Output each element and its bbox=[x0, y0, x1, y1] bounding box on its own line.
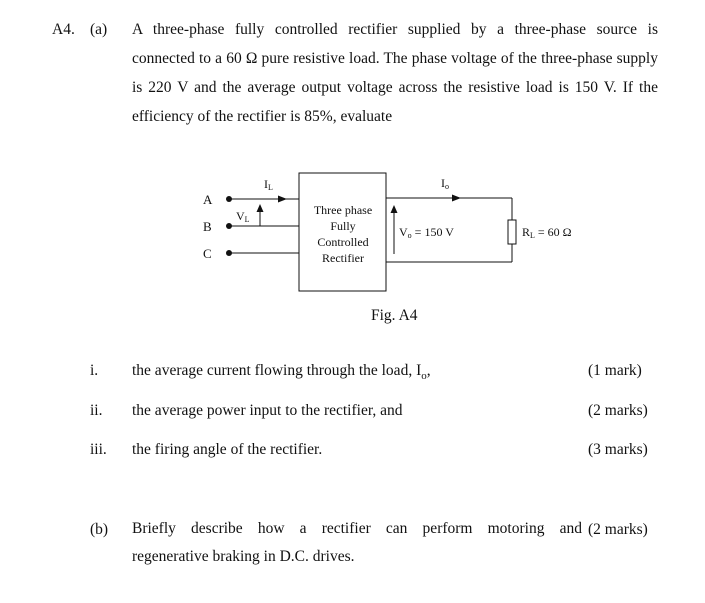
vo-label: Vo = 150 V bbox=[399, 225, 454, 240]
vl-arrowhead bbox=[257, 204, 264, 212]
part-b-line-1: Briefly describe how a rectifier can perform motoring and bbox=[132, 520, 582, 537]
part-b-label: (b) bbox=[90, 521, 109, 538]
part-b-marks: (2 marks) bbox=[588, 521, 648, 538]
item-3-text: the firing angle of the rectifier. bbox=[132, 441, 323, 458]
item-2-text: the average power input to the rectifier, and bbox=[132, 402, 403, 419]
terminal-b bbox=[226, 223, 232, 229]
item-3-number: iii. bbox=[90, 441, 107, 458]
il-arrowhead bbox=[278, 196, 287, 203]
item-2-marks: (2 marks) bbox=[588, 402, 648, 419]
figure-caption: Fig. A4 bbox=[371, 307, 418, 324]
io-label: Io bbox=[441, 176, 449, 191]
item-2-number: ii. bbox=[90, 402, 103, 419]
vo-arrowhead bbox=[391, 205, 398, 213]
question-number: A4. bbox=[52, 21, 75, 38]
block-line-4: Rectifier bbox=[322, 251, 364, 265]
item-1-text: the average current flowing through the load, $I_o$, bbox=[132, 362, 431, 383]
item-1-number: i. bbox=[90, 362, 99, 379]
terminal-a bbox=[226, 196, 232, 202]
block-line-3: Controlled bbox=[317, 235, 369, 249]
rl-label: RL = 60 Ω bbox=[522, 225, 572, 240]
part-b-line-2: regenerative braking in D.C. drives. bbox=[132, 548, 355, 565]
phase-label-c: C bbox=[203, 246, 212, 261]
intro-line-2: connected to a 60 Ω pure resistive load. The phase voltage of the three-phase supply bbox=[132, 50, 658, 67]
item-1-marks: (1 mark) bbox=[588, 362, 642, 379]
vl-label: VL bbox=[236, 209, 250, 224]
item-3-marks: (3 marks) bbox=[588, 441, 648, 458]
phase-label-a: A bbox=[203, 192, 213, 207]
block-line-2: Fully bbox=[330, 219, 356, 233]
terminal-c bbox=[226, 250, 232, 256]
intro-line-1: A three-phase fully controlled rectifier supplied by a three-phase source is bbox=[132, 21, 658, 38]
block-line-1: Three phase bbox=[313, 203, 373, 217]
part-b-text bbox=[132, 515, 582, 571]
intro-line-3: is 220 V and the average output voltage across the resistive load is 150 V. If the bbox=[132, 79, 658, 96]
il-label: IL bbox=[264, 177, 273, 192]
phase-label-b: B bbox=[203, 219, 212, 234]
intro-line-4: efficiency of the rectifier is 85%, evaluate bbox=[132, 108, 393, 125]
io-arrowhead bbox=[452, 195, 461, 202]
load-resistor bbox=[508, 220, 516, 244]
part-a-label: (a) bbox=[90, 21, 108, 38]
